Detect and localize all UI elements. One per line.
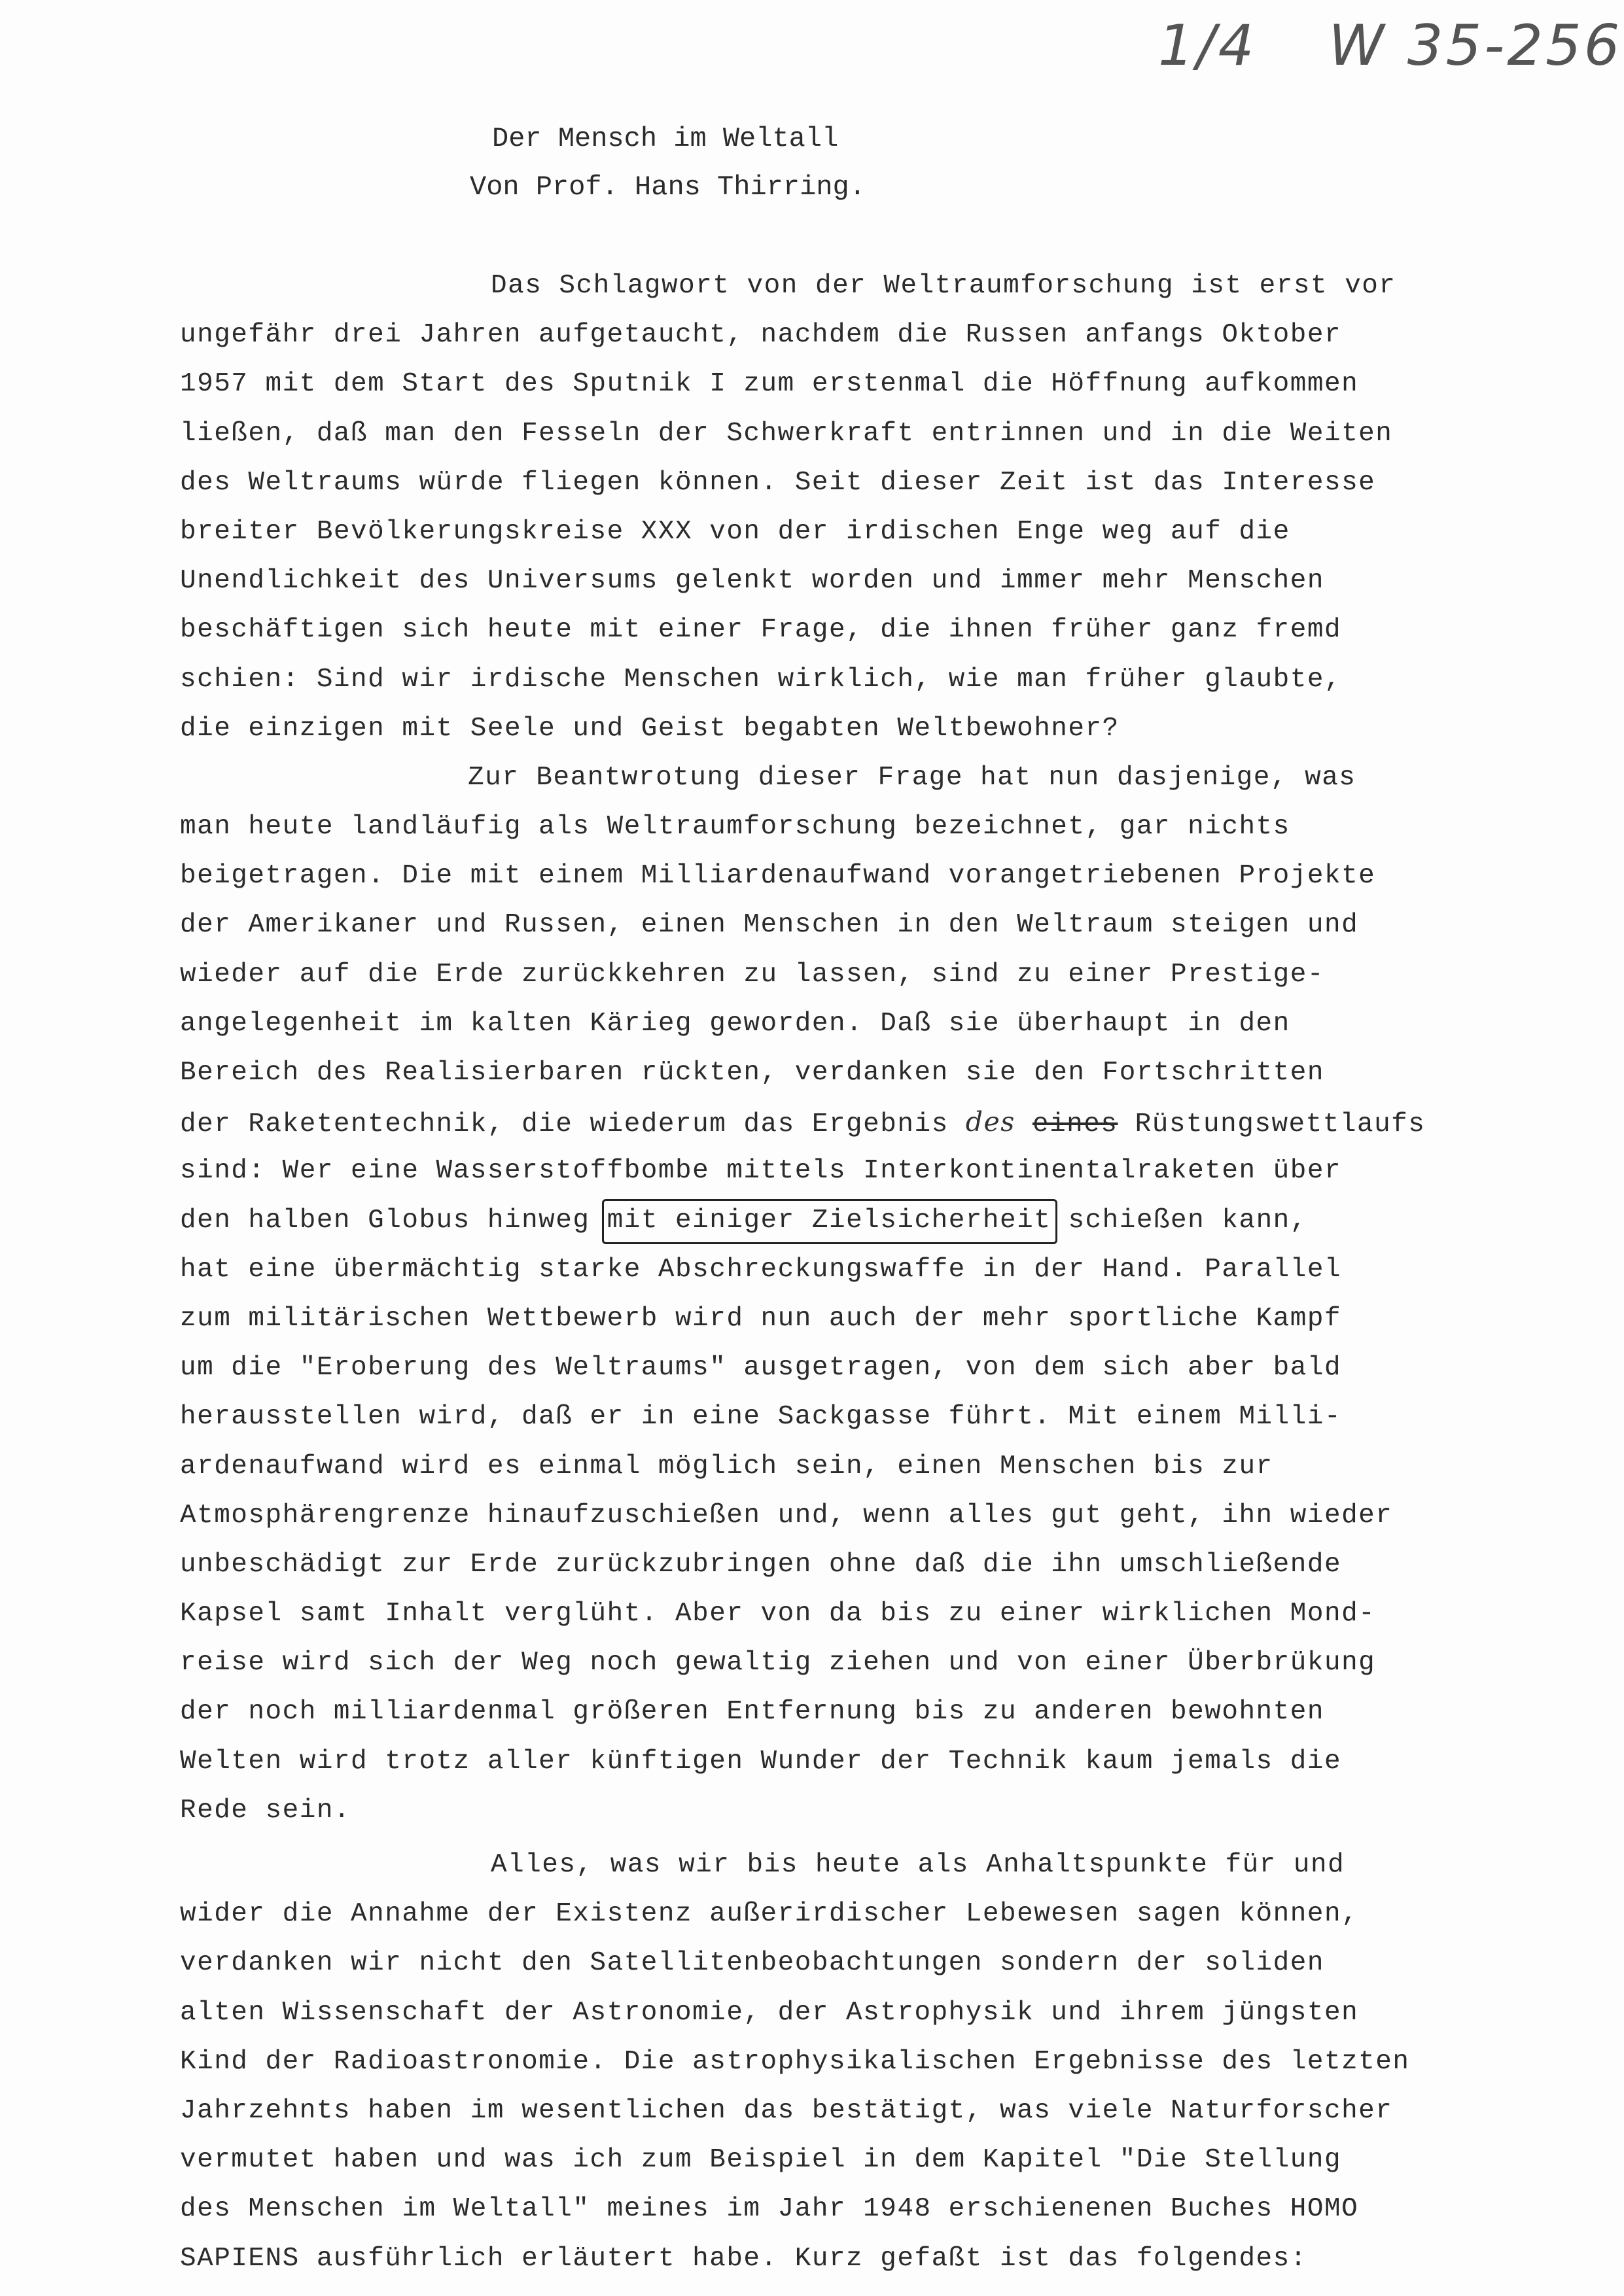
text-line: Zur Beantwrotung dieser Frage hat nun dasjenige, was [468, 762, 1356, 793]
text-line: man heute landläufig als Weltraumforschung bezeichnet, gar nichts [180, 812, 1290, 843]
text-line: wieder auf die Erde zurückkehren zu lassen, sind zu einer Prestige- [180, 959, 1324, 990]
text-line: ardenaufwand wird es einmal möglich sein, einen Menschen bis zur [180, 1451, 1273, 1482]
text-line: hat eine übermächtig starke Abschreckungswaffe in der Hand. Parallel [180, 1254, 1342, 1285]
text-line: Welten wird trotz aller künftigen Wunder der Technik kaum jemals die [180, 1746, 1342, 1777]
text-line: herausstellen wird, daß er in eine Sackgasse führt. Mit einem Milli- [180, 1402, 1342, 1433]
document-title: Der Mensch im Weltall [492, 123, 839, 154]
archive-signature: W 35-256 [1328, 13, 1623, 78]
text-line: beigetragen. Die mit einem Milliardenaufwand vorangetriebenen Projekte [180, 861, 1376, 892]
text-line: der Amerikaner und Russen, einen Menschen in den Weltraum steigen und [180, 910, 1359, 941]
text-segment: der Raketentechnik, die wiederum das Ergebnis [180, 1109, 949, 1140]
text-line: Bereich des Realisierbaren rückten, verdanken sie den Fortschritten [180, 1058, 1324, 1088]
text-line: SAPIENS ausführlich erläutert habe. Kurz gefaßt ist das folgendes: [180, 2243, 1307, 2274]
text-line: zum militärischen Wettbewerb wird nun auch der mehr sportliche Kampf [180, 1303, 1342, 1334]
page-number: 1/4 [1158, 13, 1257, 78]
text-line: um die "Eroberung des Weltraums" ausgetragen, von dem sich aber bald [180, 1353, 1342, 1383]
text-line: vermutet haben und was ich zum Beispiel in dem Kapitel "Die Stellung [180, 2145, 1342, 2176]
text-line: des Menschen im Weltall" meines im Jahr 1948 erschienenen Buches HOMO [180, 2194, 1359, 2225]
body-text [180, 262, 1587, 2284]
text-line: der noch milliardenmal größeren Entfernung bis zu anderen bewohnten [180, 1697, 1324, 1728]
text-line: unbeschädigt zur Erde zurückzubringen ohne daß die ihn umschließende [180, 1549, 1342, 1580]
text-line: die einzigen mit Seele und Geist begabten Weltbewohner? [180, 713, 1120, 744]
text-line: des Weltraums würde fliegen können. Seit dieser Zeit ist das Interesse [180, 467, 1376, 498]
text-line: Unendlichkeit des Universums gelenkt worden und immer mehr Menschen [180, 566, 1324, 597]
text-segment: schießen kann, [1068, 1205, 1307, 1236]
text-segment: Rüstungswettlaufs [1135, 1109, 1426, 1140]
handwritten-insertion: des [965, 1106, 1015, 1138]
text-line: Jahrzehnts haben im wesentlichen das bestätigt, was viele Naturforscher [180, 2095, 1393, 2126]
text-line: 1957 mit dem Start des Sputnik I zum erstenmal die Höffnung aufkommen [180, 369, 1359, 400]
text-line-with-correction [180, 1098, 1587, 1147]
text-line: Alles, was wir bis heute als Anhaltspunkte für und [491, 1850, 1345, 1880]
text-line: ungefähr drei Jahren aufgetaucht, nachdem die Russen anfangs Oktober [180, 320, 1342, 351]
struck-word: eines [1032, 1109, 1118, 1140]
text-line: schien: Sind wir irdische Menschen wirklich, wie man früher glaubte, [180, 664, 1342, 695]
text-line: Atmosphärengrenze hinaufzuschießen und, wenn alles gut geht, ihn wieder [180, 1500, 1393, 1531]
circled-phrase: mit einiger Zielsicherheit [607, 1196, 1051, 1245]
text-line: ließen, daß man den Fesseln der Schwerkraft entrinnen und in die Weiten [180, 418, 1393, 449]
text-line: Rede sein. [180, 1795, 351, 1826]
text-line-with-circled-phrase [180, 1196, 1587, 1245]
text-line: breiter Bevölkerungskreise XXX von der irdischen Enge weg auf die [180, 516, 1290, 547]
text-line: Das Schlagwort von der Weltraumforschung ist erst vor [491, 271, 1396, 301]
text-line: angelegenheit im kalten Kärieg geworden. Daß sie überhaupt in den [180, 1008, 1290, 1039]
text-line: wider die Annahme der Existenz außerirdischer Lebewesen sagen können, [180, 1899, 1359, 1930]
text-line: alten Wissenschaft der Astronomie, der Astrophysik und ihrem jüngsten [180, 1997, 1359, 2028]
text-line: Kind der Radioastronomie. Die astrophysikalischen Ergebnisse des letzten [180, 2046, 1410, 2077]
text-line: sind: Wer eine Wasserstoffbombe mittels Interkontinentalraketen über [180, 1156, 1342, 1187]
archive-mark [1158, 13, 1622, 78]
text-line: beschäftigen sich heute mit einer Frage, die ihnen früher ganz fremd [180, 615, 1342, 646]
text-segment: den halben Globus hinweg [180, 1205, 590, 1236]
text-line: reise wird sich der Weg noch gewaltig ziehen und von einer Überbrükung [180, 1648, 1376, 1679]
text-line: Kapsel samt Inhalt verglüht. Aber von da bis zu einer wirklichen Mond- [180, 1599, 1376, 1629]
document-author: Von Prof. Hans Thirring. [470, 171, 866, 203]
text-line: verdanken wir nicht den Satellitenbeobachtungen sondern der soliden [180, 1948, 1324, 1979]
